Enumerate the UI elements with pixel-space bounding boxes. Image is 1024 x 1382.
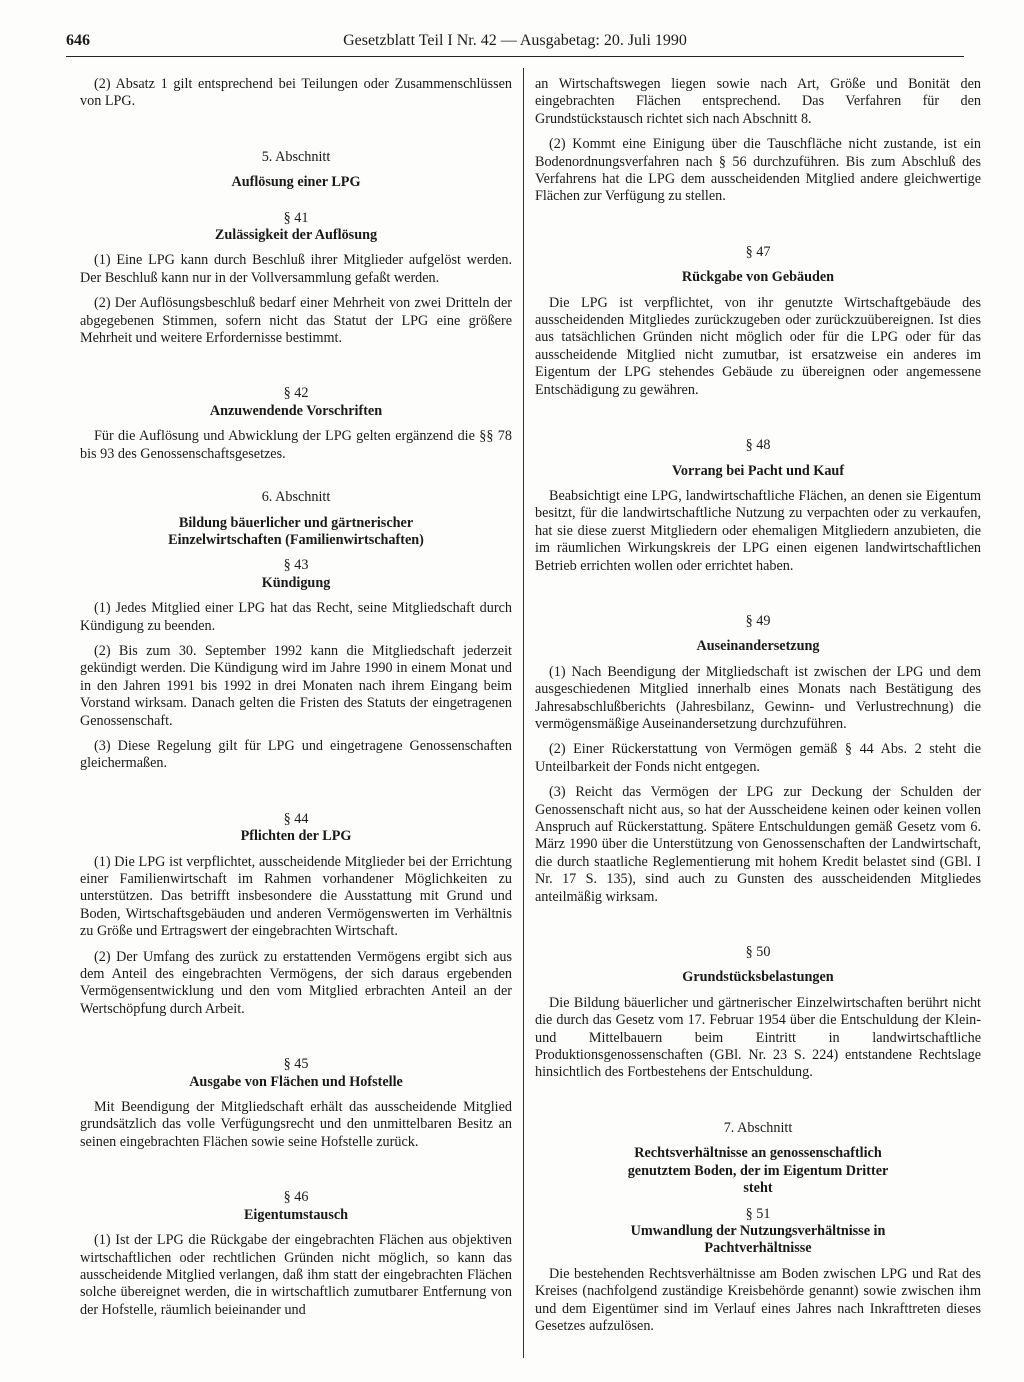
paragraph-number: § 43 [283,557,309,574]
column-divider [523,68,524,1358]
section-title-line: steht [743,1180,773,1197]
paragraph-title: Pflichten der LPG [240,828,352,845]
paragraph: (1) Die LPG ist verpflichtet, ausscheidende Mitglieder bei der Errichtung einer Familienwirtschaft im Rahmen vorhandener Möglichkeiten zu unterstützen. Das betrifft insbesondere die Ausstattung mit Grund und Boden, Wirtschaftsgebäuden und anderen Vermögenswerten im Verhältnis zu Größe und Ertragswert der eingebrachten Wirtschaft. [80,853,512,940]
paragraph-title: Grundstücksbelastungen [682,969,834,986]
paragraph-title: Anzuwendende Vorschriften [209,402,383,419]
paragraph: Beabsichtigt eine LPG, landwirtschaftliche Flächen, an denen sie Eigentum besitzt, für die landwirtschaftliche Nutzung zu verpachten oder zu verkaufen, hat sie diese zuerst Mitgliedern oder ehemaligen Mitgliedern anzubieten, die im räumlichen Wirkungskreis der LPG einen eigenen landwirtschaftlichen Betrieb errichten wollen oder errichtet haben. [535,487,981,574]
paragraph-title: Vorrang bei Pacht und Kauf [671,462,845,479]
section-title: Auflösung einer LPG [231,174,361,191]
left-column [80,76,512,1327]
paragraph: (1) Eine LPG kann durch Beschluß ihrer Mitglieder aufgelöst werden. Der Beschluß kann nur in der Vollversammlung gefaßt werden. [80,252,512,286]
paragraph: (1) Jedes Mitglied einer LPG hat das Recht, seine Mitgliedschaft durch Kündigung zu beenden. [80,600,512,634]
paragraph: (1) Nach Beendigung der Mitgliedschaft ist zwischen der LPG und dem ausgeschiedenen Mitglied innerhalb eines Monats nach Bestätigung des Jahresabschlußberichts (Jahresbilanz, Gewinn- und Verlustrechnung) die vermögensmäßige Auseinandersetzung durchzuführen. [535,663,981,732]
section-title-line: genutztem Boden, der im Eigentum Dritter [627,1162,889,1179]
paragraph-title: Eigentumstausch [243,1206,349,1223]
paragraph-title: Kündigung [261,574,331,591]
paragraph-number: § 51 [745,1205,771,1222]
paragraph: (2) Absatz 1 gilt entsprechend bei Teilungen oder Zusammenschlüssen von LPG. [80,76,512,110]
paragraph-title: Rückgabe von Gebäuden [681,269,835,286]
paragraph-title: Auseinandersetzung [696,638,820,655]
paragraph: (2) Kommt eine Einigung über die Tauschfläche nicht zustande, ist ein Bodenordnungsverfahren nach § 56 durchzuführen. Bis zum Abschluß des Verfahrens hat die LPG dem ausscheidenden Mitglied andere gleichwertige Flächen zur Verfügung zu stellen. [535,136,981,205]
paragraph: (3) Diese Regelung gilt für LPG und eingetragene Genossenschaften gleichermaßen. [80,737,512,772]
right-column [535,76,981,1343]
paragraph: (2) Der Auflösungsbeschluß bedarf einer Mehrheit von zwei Dritteln der abgegebenen Stimmen, sofern nicht das Statut der LPG eine größere Mehrheit und weitere Erfordernisse bestimmt. [80,295,512,347]
paragraph-title-line: Pachtverhältnisse [704,1240,812,1257]
paragraph: Die LPG ist verpflichtet, von ihr genutzte Wirtschaftgebäude des ausscheidenden Mitgliedes zurückzugeben oder zurückzuübereignen. Ist dies aus tatsächlichen Gründen nicht möglich oder für die LPG oder für das ausscheidende Mitglied nicht zumutbar, ist ersatzweise ein anderes im Eigentum der LPG stehendes Gebäude zu übereignen oder angemessene Entschädigung zu gewähren. [535,294,981,398]
paragraph: (2) Der Umfang des zurück zu erstattenden Vermögens ergibt sich aus dem Anteil des eingebrachten Vermögens, der sich daraus ergebenden Vermögensentwicklung und den vom Mitglied erbrachten Anteil an der Wertschöpfung durch Arbeit. [80,948,512,1017]
paragraph-number: § 42 [283,385,309,402]
paragraph: an Wirtschaftswegen liegen sowie nach Art, Größe und Bonität den eingebrachten Flächen entsprechend. Das Verfahren für den Grundstückstausch richtet sich nach Abschnitt 8. [535,76,981,127]
section-title-line: Rechtsverhältnisse an genossenschaftlich [634,1145,882,1162]
paragraph-number: § 47 [745,243,771,260]
gazette-title: Gesetzblatt Teil I Nr. 42 — Ausgabetag: 20. Juli 1990 [343,32,687,49]
section-title-line: Einzelwirtschaften (Familienwirtschaften) [168,531,424,548]
paragraph-number: § 50 [745,944,771,961]
paragraph: Für die Auflösung und Abwicklung der LPG gelten ergänzend die §§ 78 bis 93 des Genossenschaftsgesetzes. [80,428,512,462]
paragraph-number: § 45 [283,1056,309,1073]
paragraph: Mit Beendigung der Mitgliedschaft erhält das ausscheidende Mitglied grundsätzlich das volle Verfügungsrecht und den unmittelbaren Besitz an seinen eingebrachten Flächen sowie seine Hofstelle zurück. [80,1099,512,1150]
section-title-line: Bildung bäuerlicher und gärtnerischer [178,514,414,531]
page-header [66,30,964,57]
paragraph: (2) Einer Rückerstattung von Vermögen gemäß § 44 Abs. 2 steht die Unteilbarkeit der Fonds nicht entgegen. [535,741,981,775]
paragraph: Die bestehenden Rechtsverhältnisse am Boden zwischen LPG und Rat des Kreises (nachfolgend zuständige Kreisbehörde genannt) sowie zwischen ihm und dem Eigentümer sind im Verlauf eines Jahres nach Inkrafttreten dieses Gesetzes aufzulösen. [535,1265,981,1334]
section-number: 6. Abschnitt [261,489,331,506]
paragraph-title: Zulässigkeit der Auflösung [214,227,378,244]
section-number: 7. Abschnitt [723,1119,793,1136]
paragraph: (3) Reicht das Vermögen der LPG zur Deckung der Schulden der Genossenschaft nicht aus, so hat der Ausscheidene keinen oder keinen vollen Anspruch auf Rückerstattung. Spätere Entschuldungen gemäß Gesetz vom 6. März 1990 über die Unterstützung von Genossenschaften der Landwirtschaft, die durch staatliche Reglementierung mit hohem Kredit belastet sind (GBl. I Nr. 17 S. 135), sind auch zu Gunsten des ausscheidenden Mitgliedes anteilmäßig wirksam. [535,784,981,905]
paragraph: Die Bildung bäuerlicher und gärtnerischer Einzelwirtschaften berührt nicht die durch das Gesetz vom 17. Februar 1954 über die Entschuldung der Klein- und Mittelbauern beim Eintritt in landwirtschaftliche Produktionsgenossenschaften (GBl. Nr. 23 S. 224) entstandene Rechtslage hinsichtlich des Fortbestehens der Entschuldung. [535,994,981,1081]
paragraph: (2) Bis zum 30. September 1992 kann die Mitgliedschaft jederzeit gekündigt werden. Die Kündigung wird im Jahre 1990 in einem Monat und in den Jahren 1991 bis 1992 in drei Monaten nach ihrem Eingang beim Vorstand wirksam. Danach gelten die Fristen des Statuts der eingetragenen Genossenschaft. [80,642,512,729]
paragraph: (1) Ist der LPG die Rückgabe der eingebrachten Flächen aus objektiven wirtschaftlichen oder rechtlichen Gründen nicht möglich, so kann das ausscheidende Mitglied verlangen, daß ihm statt der eingebrachten Flächen solche übereignet werden, die in wirtschaftlich zumutbarer Entfernung von der Hofstelle, räumlich beieinander und [80,1232,512,1318]
paragraph-number: § 49 [745,612,771,629]
page-number: 646 [66,32,90,49]
paragraph-number: § 48 [745,437,771,454]
paragraph-number: § 41 [283,209,309,226]
paragraph-title: Ausgabe von Flächen und Hofstelle [189,1073,403,1090]
paragraph-number: § 44 [283,810,309,827]
paragraph-title-line: Umwandlung der Nutzungsverhältnisse in [630,1222,886,1239]
section-number: 5. Abschnitt [261,148,331,165]
paragraph-number: § 46 [283,1189,309,1206]
